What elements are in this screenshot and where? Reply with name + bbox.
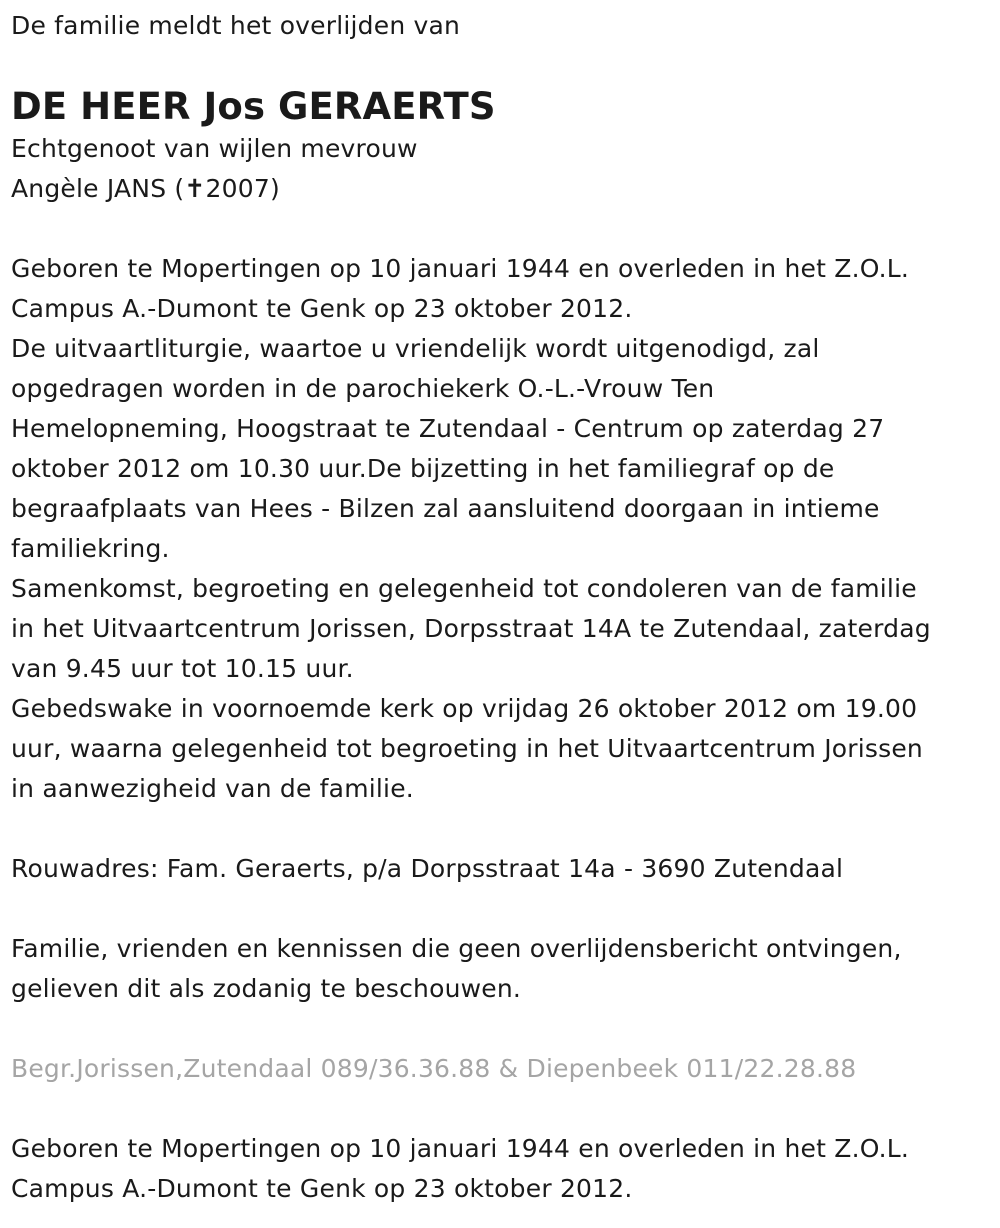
vigil-line: uur, waarna gelegenheid tot begroeting in het Uitvaartcentrum Jorissen [11, 734, 923, 763]
funeral-block [11, 329, 990, 569]
gathering-line: in het Uitvaartcentrum Jorissen, Dorpsstraat 14A te Zutendaal, zaterdag [11, 614, 931, 643]
spacer [11, 889, 990, 929]
birth-death-repeat-block [11, 1129, 990, 1209]
funeral-line: begraafplaats van Hees - Bilzen zal aansluitend doorgaan in intieme [11, 494, 880, 523]
mourning-address: Rouwadres: Fam. Geraerts, p/a Dorpsstraat 14a - 3690 Zutendaal [11, 854, 844, 883]
funeral-line: familiekring. [11, 534, 170, 563]
birth-death-repeat-line: Campus A.-Dumont te Genk op 23 oktober 2012. [11, 1174, 633, 1203]
spouse-block [11, 129, 990, 209]
intro-text: De familie meldt het overlijden van [11, 11, 461, 40]
notice-line: gelieven dit als zodanig te beschouwen. [11, 974, 522, 1003]
notice-block [11, 929, 990, 1009]
funeral-line: opgedragen worden in de parochiekerk O.-L.-Vrouw Ten [11, 374, 715, 403]
deceased-name: DE HEER Jos GERAERTS [11, 85, 496, 128]
birth-death-line: Geboren te Mopertingen op 10 januari 1944 en overleden in het Z.O.L. [11, 254, 910, 283]
spacer [11, 809, 990, 849]
vigil-line: in aanwezigheid van de familie. [11, 774, 414, 803]
birth-death-line: Campus A.-Dumont te Genk op 23 oktober 2012. [11, 294, 633, 323]
spacer [11, 1009, 990, 1049]
spouse-line-1: Echtgenoot van wijlen mevrouw [11, 134, 418, 163]
birth-death-repeat-line: Geboren te Mopertingen op 10 januari 1944 en overleden in het Z.O.L. [11, 1134, 910, 1163]
spacer [11, 1089, 990, 1129]
spouse-line-2: Angèle JANS (✝2007) [11, 174, 280, 203]
funeral-line: De uitvaartliturgie, waartoe u vriendelijk wordt uitgenodigd, zal [11, 334, 820, 363]
gathering-block [11, 569, 990, 689]
funeral-line: oktober 2012 om 10.30 uur.De bijzetting in het familiegraf op de [11, 454, 835, 483]
birth-death-block [11, 249, 990, 329]
vigil-line: Gebedswake in voornoemde kerk op vrijdag 26 oktober 2012 om 19.00 [11, 694, 918, 723]
spacer [11, 209, 990, 249]
undertaker-contact: Begr.Jorissen,Zutendaal 089/36.36.88 & Diepenbeek 011/22.28.88 [11, 1054, 857, 1083]
gathering-line: Samenkomst, begroeting en gelegenheid tot condoleren van de familie [11, 574, 917, 603]
funeral-line: Hemelopneming, Hoogstraat te Zutendaal - Centrum op zaterdag 27 [11, 414, 885, 443]
notice-line: Familie, vrienden en kennissen die geen overlijdensbericht ontvingen, [11, 934, 902, 963]
vigil-block [11, 689, 990, 809]
gathering-line: van 9.45 uur tot 10.15 uur. [11, 654, 354, 683]
